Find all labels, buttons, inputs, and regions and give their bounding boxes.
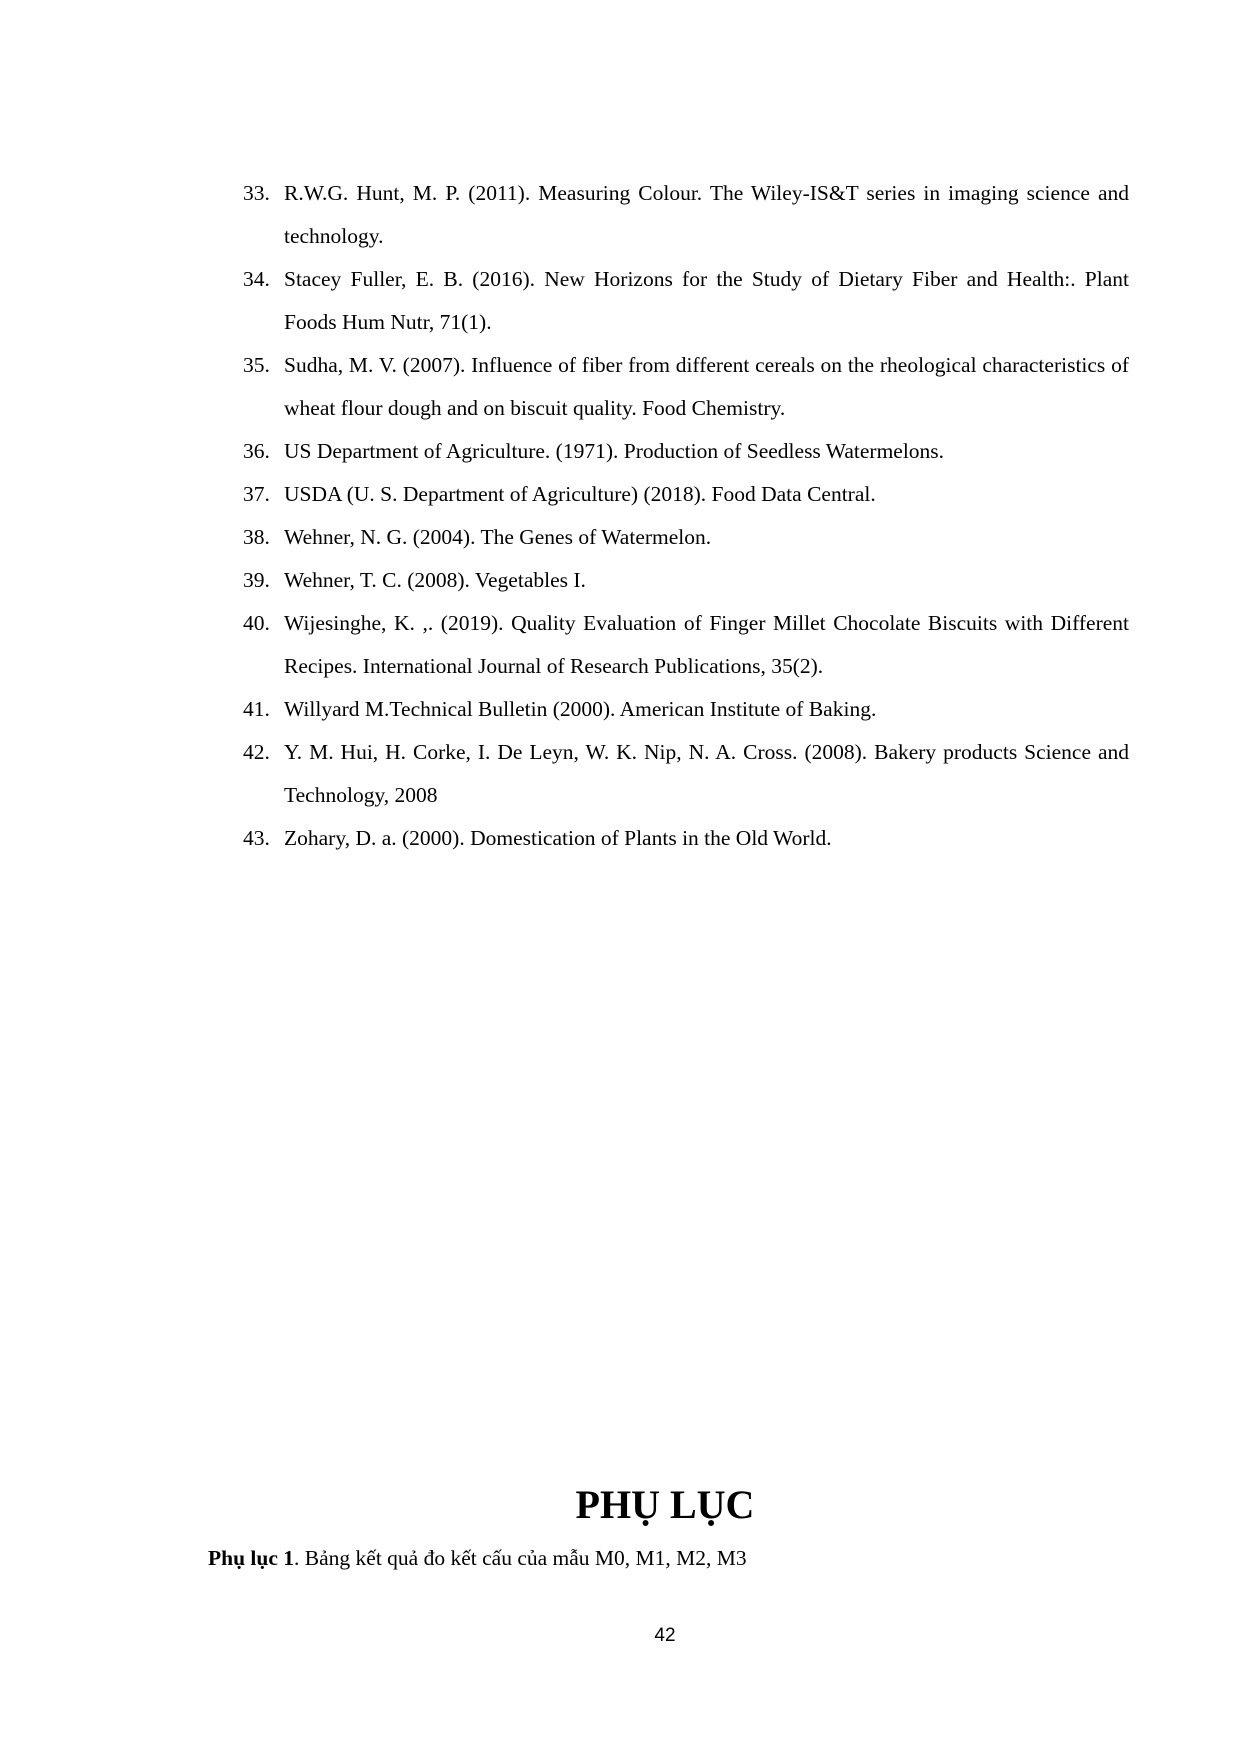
reference-text: US Department of Agriculture. (1971). Production of Seedless Watermelons.	[284, 439, 945, 463]
reference-text: Y. M. Hui, H. Corke, I. De Leyn, W. K. Nip, N. A. Cross. (2008). Bakery products Science and Technology, 2008	[284, 740, 1129, 807]
reference-item	[243, 731, 1129, 817]
reference-text: Wijesinghe, K. ,. (2019). Quality Evaluation of Finger Millet Chocolate Biscuits with Different Recipes. International Journal of Research Publications, 35(2).	[284, 611, 1129, 678]
reference-list	[243, 172, 1129, 860]
reference-number: 36.	[243, 439, 270, 463]
reference-item	[243, 559, 1129, 602]
reference-text: USDA (U. S. Department of Agriculture) (2018). Food Data Central.	[284, 482, 876, 506]
reference-item	[243, 344, 1129, 430]
reference-text: Wehner, T. C. (2008). Vegetables I.	[284, 568, 586, 592]
appendix-heading: PHỤ LỤC	[575, 1482, 755, 1527]
reference-text: Sudha, M. V. (2007). Influence of fiber from different cereals on the rheological characteristics of wheat flour dough and on biscuit quality. Food Chemistry.	[284, 353, 1129, 420]
appendix-caption-text: . Bảng kết quả đo kết cấu của mẫu M0, M1, M2, M3	[294, 1546, 747, 1570]
reference-number: 35.	[243, 353, 270, 377]
reference-text: Willyard M.Technical Bulletin (2000). American Institute of Baking.	[284, 697, 877, 721]
reference-number: 38.	[243, 525, 270, 549]
reference-number: 39.	[243, 568, 270, 592]
reference-item	[243, 516, 1129, 559]
reference-text: Wehner, N. G. (2004). The Genes of Watermelon.	[284, 525, 712, 549]
reference-number: 34.	[243, 267, 270, 291]
reference-item	[243, 817, 1129, 860]
reference-item	[243, 172, 1129, 258]
reference-item	[243, 430, 1129, 473]
reference-text: Stacey Fuller, E. B. (2016). New Horizons for the Study of Dietary Fiber and Health:. Plant Foods Hum Nutr, 71(1).	[284, 267, 1129, 334]
reference-number: 33.	[243, 181, 270, 205]
appendix-caption-label: Phụ lục 1	[208, 1546, 295, 1570]
page-number: 42	[654, 1625, 676, 1646]
reference-item	[243, 258, 1129, 344]
reference-item	[243, 602, 1129, 688]
reference-text: Zohary, D. a. (2000). Domestication of Plants in the Old World.	[284, 826, 832, 850]
reference-number: 41.	[243, 697, 270, 721]
reference-text: R.W.G. Hunt, M. P. (2011). Measuring Colour. The Wiley-IS&T series in imaging science and technology.	[284, 181, 1129, 248]
appendix-caption	[208, 1543, 747, 1573]
reference-item	[243, 688, 1129, 731]
reference-number: 37.	[243, 482, 270, 506]
reference-number: 43.	[243, 826, 270, 850]
reference-number: 40.	[243, 611, 270, 635]
reference-item	[243, 473, 1129, 516]
reference-number: 42.	[243, 740, 270, 764]
